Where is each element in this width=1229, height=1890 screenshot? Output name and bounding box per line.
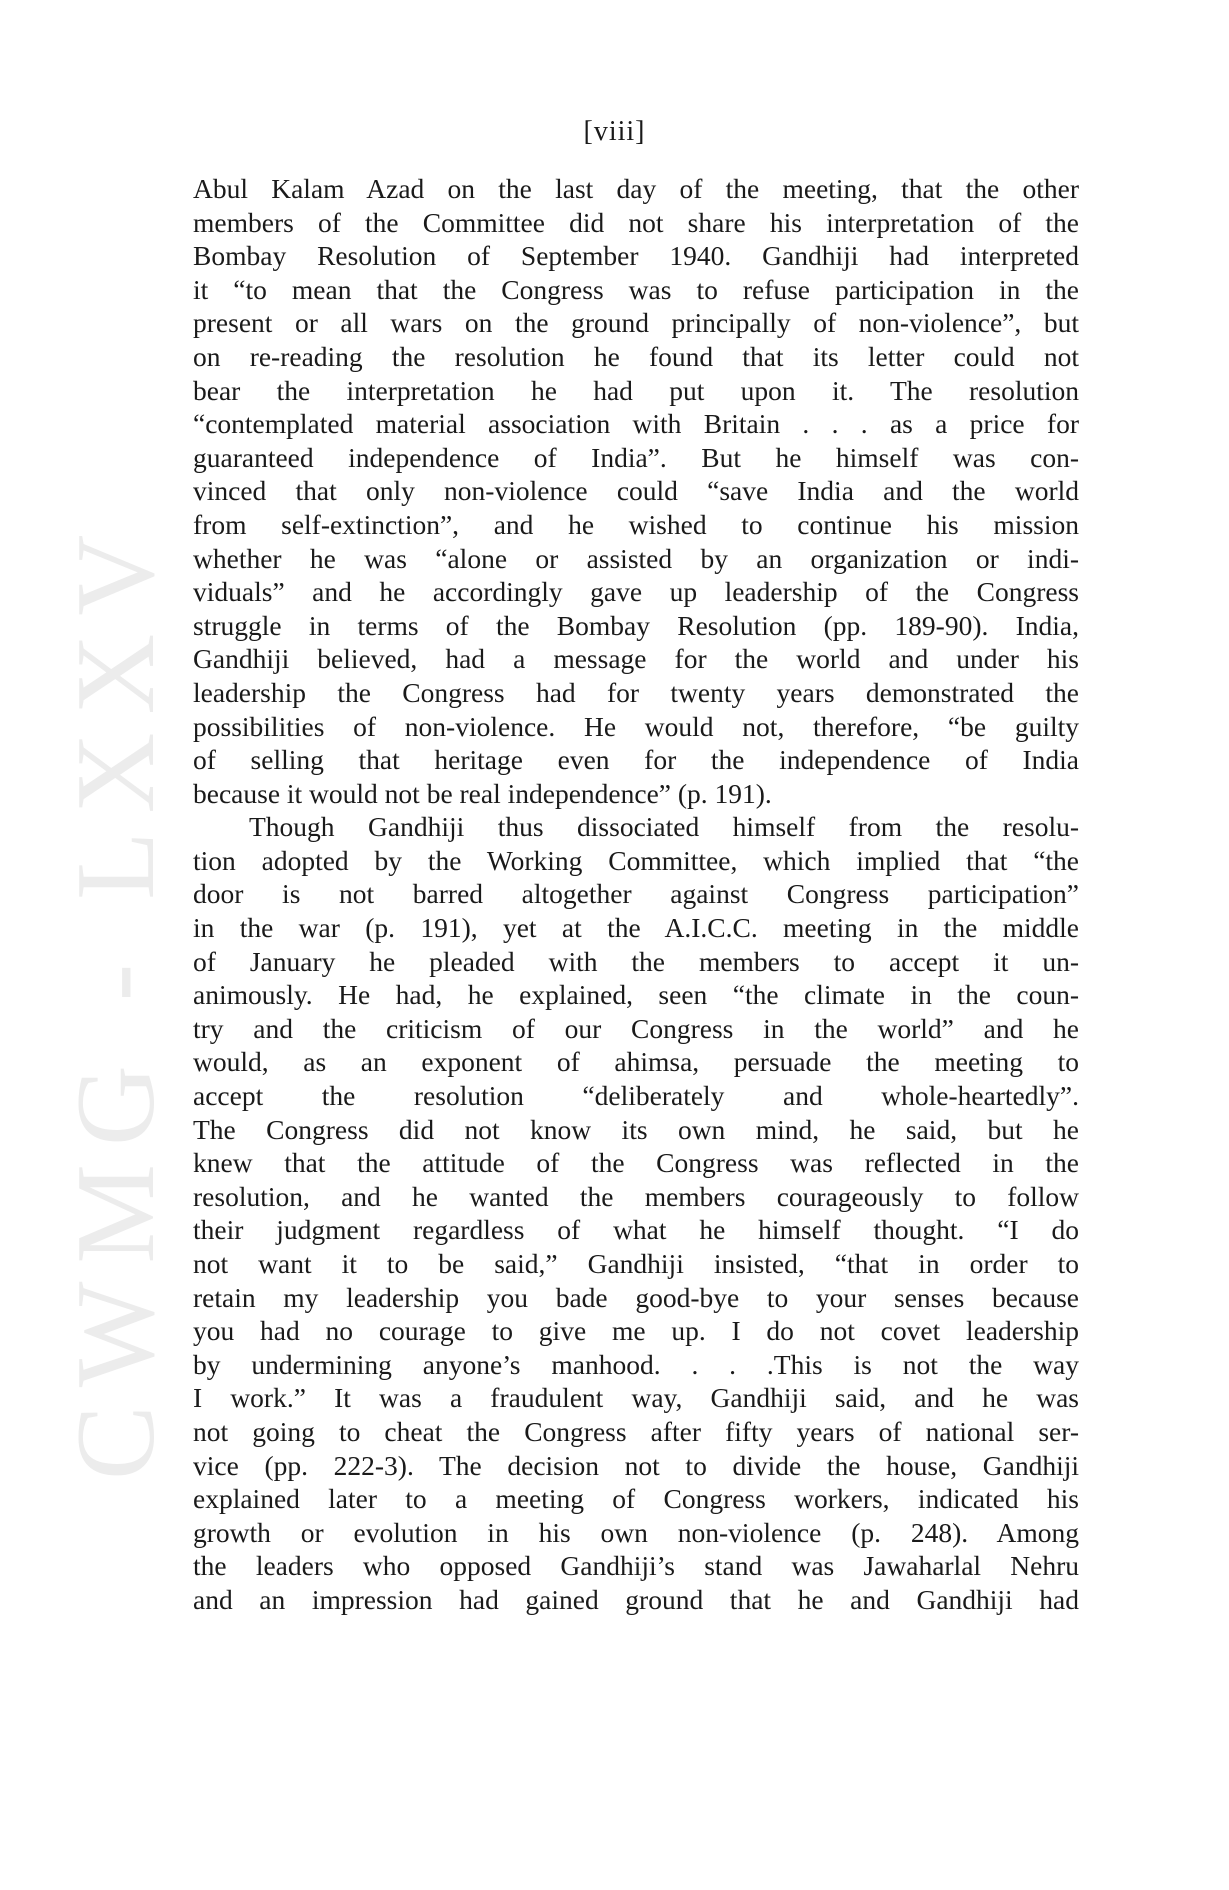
text-line: bear the interpretation he had put upon it. The resolution: [193, 374, 1079, 406]
text-line: possibilities of non-violence. He would not, therefore, “be guilty: [193, 710, 1079, 742]
watermark: CWMG - LXXV: [54, 516, 178, 1480]
text-line: tion adopted by the Working Committee, which implied that “the: [193, 844, 1079, 876]
body-text: [193, 172, 1079, 1617]
text-line: whether he was “alone or assisted by an organization or indi-: [193, 542, 1079, 574]
text-line: would, as an exponent of ahimsa, persuade the meeting to: [193, 1046, 1079, 1078]
text-line: viduals” and he accordingly gave up leadership of the Congress: [193, 576, 1079, 608]
text-line: you had no courage to give me up. I do not covet leadership: [193, 1315, 1079, 1347]
text-line: door is not barred altogether against Congress participation”: [193, 878, 1079, 910]
text-line: and an impression had gained ground that he and Gandhiji had: [193, 1583, 1079, 1615]
text-line: by undermining anyone’s manhood. . . .This is not the way: [193, 1348, 1079, 1380]
text-line: The Congress did not know its own mind, he said, but he: [193, 1113, 1079, 1145]
text-line: members of the Committee did not share his interpretation of the: [193, 206, 1079, 238]
text-line: explained later to a meeting of Congress workers, indicated his: [193, 1483, 1079, 1515]
text-line: I work.” It was a fraudulent way, Gandhiji said, and he was: [193, 1382, 1079, 1414]
text-line: animously. He had, he explained, seen “the climate in the coun-: [193, 979, 1079, 1011]
text-line: not going to cheat the Congress after fifty years of national ser-: [193, 1415, 1079, 1447]
text-line: struggle in terms of the Bombay Resolution (pp. 189-90). India,: [193, 609, 1079, 641]
text-line: Bombay Resolution of September 1940. Gandhiji had interpreted: [193, 240, 1079, 272]
text-line: vice (pp. 222-3). The decision not to divide the house, Gandhiji: [193, 1449, 1079, 1481]
text-line: leadership the Congress had for twenty years demonstrated the: [193, 676, 1079, 708]
text-line: Abul Kalam Azad on the last day of the meeting, that the other: [193, 173, 1079, 204]
text-line: on re-reading the resolution he found that its letter could not: [193, 340, 1079, 372]
text-line: it “to mean that the Congress was to refuse participation in the: [193, 273, 1079, 305]
text-line: of January he pleaded with the members to accept it un-: [193, 945, 1079, 977]
text-line: in the war (p. 191), yet at the A.I.C.C. meeting in the middle: [193, 912, 1079, 944]
text-line: of selling that heritage even for the independence of India: [193, 744, 1079, 776]
text-line: their judgment regardless of what he himself thought. “I do: [193, 1214, 1079, 1246]
paragraph-start-line: Though Gandhiji thus dissociated himself from the resolu-: [249, 811, 1079, 843]
text-line: try and the criticism of our Congress in the world” and he: [193, 1012, 1079, 1044]
text-line: because it would not be real independence” (p. 191).: [193, 777, 772, 809]
text-line: retain my leadership you bade good-bye to your senses because: [193, 1281, 1079, 1313]
page-number: [viii]: [583, 116, 646, 147]
text-line: present or all wars on the ground principally of non-violence”, but: [193, 307, 1079, 339]
text-line: guaranteed independence of India”. But he himself was con-: [193, 441, 1079, 473]
text-line: from self-extinction”, and he wished to continue his mission: [193, 508, 1079, 540]
text-line: accept the resolution “deliberately and whole-heartedly”.: [193, 1080, 1079, 1112]
text-line: growth or evolution in his own non-violence (p. 248). Among: [193, 1516, 1079, 1548]
text-line: the leaders who opposed Gandhiji’s stand was Jawaharlal Nehru: [193, 1550, 1079, 1582]
text-line: knew that the attitude of the Congress was reflected in the: [193, 1147, 1079, 1179]
text-line: Gandhiji believed, had a message for the world and under his: [193, 643, 1079, 675]
text-line: not want it to be said,” Gandhiji insisted, “that in order to: [193, 1248, 1079, 1279]
text-line: vinced that only non-violence could “save India and the world: [193, 475, 1079, 507]
text-line: resolution, and he wanted the members courageously to follow: [193, 1180, 1079, 1212]
text-line: “contemplated material association with Britain . . . as a price for: [193, 408, 1079, 440]
